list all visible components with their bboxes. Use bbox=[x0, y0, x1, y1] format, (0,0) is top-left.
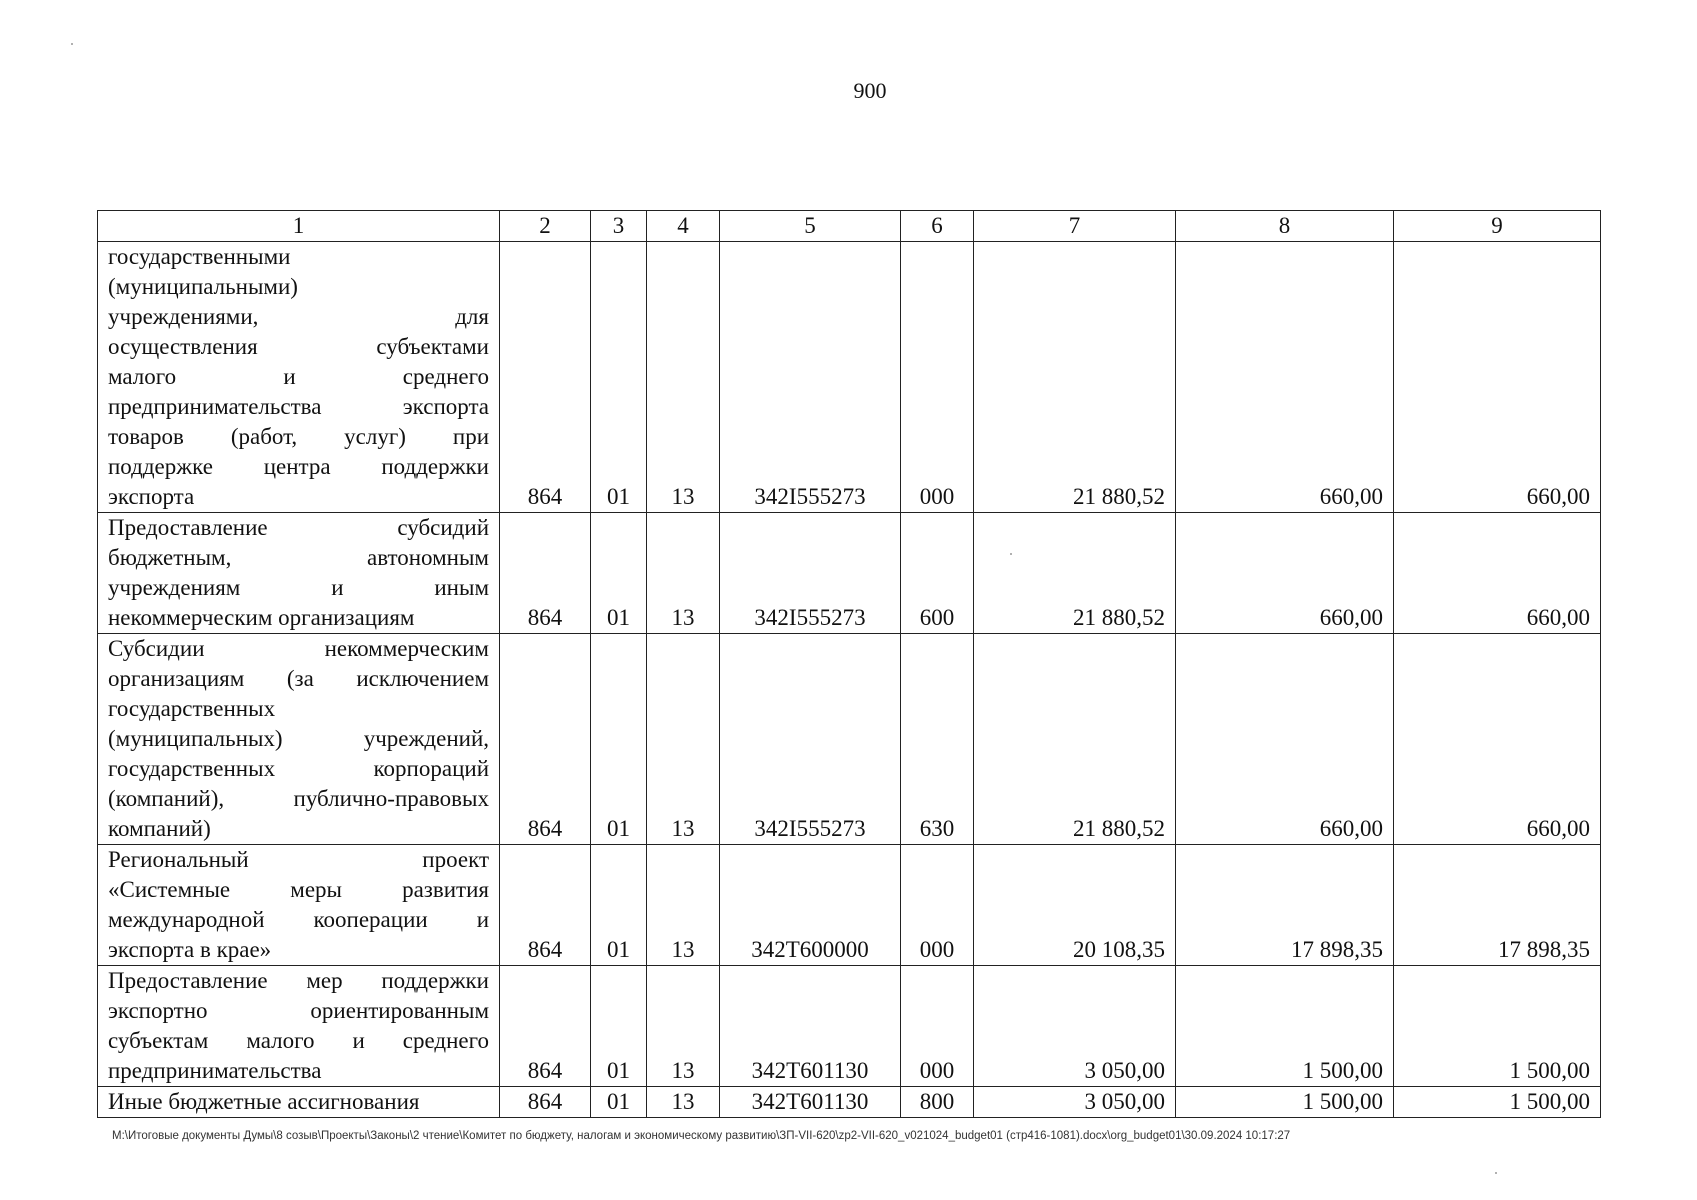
header-row bbox=[98, 211, 1601, 242]
description-line: международной кооперации и bbox=[108, 907, 489, 932]
section-code-cell: 01 bbox=[591, 845, 647, 966]
amount-col8-cell: 17 898,35 bbox=[1176, 845, 1394, 966]
section-code-cell: 01 bbox=[591, 634, 647, 845]
subsection-code-cell: 13 bbox=[647, 513, 720, 634]
col-header: 2 bbox=[500, 211, 591, 242]
table-row bbox=[98, 1087, 1601, 1118]
description-line: (муниципальных) учреждений, bbox=[108, 726, 489, 751]
col-header: 9 bbox=[1394, 211, 1601, 242]
budget-table bbox=[97, 210, 1601, 1118]
description-line: поддержке центра поддержки bbox=[108, 454, 489, 479]
ministry-code-cell: 864 bbox=[500, 845, 591, 966]
expense-type-cell: 000 bbox=[901, 242, 974, 513]
description-line: субъектам малого и среднего bbox=[108, 1028, 489, 1053]
description-line: предпринимательства экспорта bbox=[108, 394, 489, 419]
amount-col9-cell: 17 898,35 bbox=[1394, 845, 1601, 966]
description-line: Предоставление субсидий bbox=[108, 515, 489, 540]
ministry-code-cell: 864 bbox=[500, 242, 591, 513]
expense-type-cell: 630 bbox=[901, 634, 974, 845]
scan-speck bbox=[1495, 1172, 1497, 1174]
description-line: организациям (за исключением bbox=[108, 666, 489, 691]
amount-col7-cell: 20 108,35 bbox=[974, 845, 1176, 966]
description-line: экспорта в крае» bbox=[108, 937, 272, 962]
col-header: 1 bbox=[98, 211, 500, 242]
col-header: 5 bbox=[720, 211, 901, 242]
target-article-cell: 342I555273 bbox=[720, 242, 901, 513]
description-line: компаний) bbox=[108, 816, 211, 841]
row-description bbox=[98, 634, 500, 845]
description-line: «Системные меры развития bbox=[108, 877, 489, 902]
amount-col8-cell: 660,00 bbox=[1176, 242, 1394, 513]
description-line: государственных корпораций bbox=[108, 756, 489, 781]
amount-col7-cell: 3 050,00 bbox=[974, 966, 1176, 1087]
subsection-code-cell: 13 bbox=[647, 845, 720, 966]
table-row bbox=[98, 513, 1601, 634]
ministry-code-cell: 864 bbox=[500, 966, 591, 1087]
target-article-cell: 342T600000 bbox=[720, 845, 901, 966]
description-line: малого и среднего bbox=[108, 364, 489, 389]
description-line: (муниципальными) bbox=[108, 274, 298, 299]
description-line: бюджетным, автономным bbox=[108, 545, 489, 570]
description-line: предпринимательства bbox=[108, 1058, 322, 1083]
target-article-cell: 342I555273 bbox=[720, 513, 901, 634]
ministry-code-cell: 864 bbox=[500, 513, 591, 634]
amount-col8-cell: 1 500,00 bbox=[1176, 1087, 1394, 1118]
subsection-code-cell: 13 bbox=[647, 634, 720, 845]
ministry-code-cell: 864 bbox=[500, 634, 591, 845]
section-code-cell: 01 bbox=[591, 513, 647, 634]
amount-col7-cell: 21 880,52 bbox=[974, 513, 1176, 634]
description-line: некоммерческим организациям bbox=[108, 605, 415, 630]
amount-col8-cell: 1 500,00 bbox=[1176, 966, 1394, 1087]
row-description bbox=[98, 845, 500, 966]
amount-col9-cell: 660,00 bbox=[1394, 242, 1601, 513]
expense-type-cell: 000 bbox=[901, 845, 974, 966]
col-header: 7 bbox=[974, 211, 1176, 242]
description-line: Предоставление мер поддержки bbox=[108, 968, 489, 993]
description-line: осуществления субъектами bbox=[108, 334, 489, 359]
expense-type-cell: 800 bbox=[901, 1087, 974, 1118]
description-line: Региональный проект bbox=[108, 847, 489, 872]
section-code-cell: 01 bbox=[591, 966, 647, 1087]
amount-col9-cell: 1 500,00 bbox=[1394, 966, 1601, 1087]
scan-speck bbox=[1010, 553, 1012, 555]
description-line: экспортно ориентированным bbox=[108, 998, 489, 1023]
target-article-cell: 342T601130 bbox=[720, 1087, 901, 1118]
target-article-cell: 342T601130 bbox=[720, 966, 901, 1087]
section-code-cell: 01 bbox=[591, 1087, 647, 1118]
subsection-code-cell: 13 bbox=[647, 1087, 720, 1118]
section-code-cell: 01 bbox=[591, 242, 647, 513]
row-description bbox=[98, 1087, 500, 1118]
table-row bbox=[98, 634, 1601, 845]
table-row bbox=[98, 242, 1601, 513]
col-header: 3 bbox=[591, 211, 647, 242]
amount-col7-cell: 21 880,52 bbox=[974, 634, 1176, 845]
description-line: государственных bbox=[108, 696, 276, 721]
amount-col9-cell: 1 500,00 bbox=[1394, 1087, 1601, 1118]
subsection-code-cell: 13 bbox=[647, 242, 720, 513]
document-path-footer: M:\Итоговые документы Думы\8 созыв\Проекты\Законы\2 чтение\Комитет по бюджету, налогам и экономическому развитию\ЗП-VII-620\zp2-VII-620_v021024_budget01 (стр416-1081).docx\org_budget01\30.09.2024 10:17:27 bbox=[112, 1130, 1291, 1142]
expense-type-cell: 600 bbox=[901, 513, 974, 634]
col-header: 8 bbox=[1176, 211, 1394, 242]
description-line: учреждениями, для bbox=[108, 304, 489, 329]
amount-col9-cell: 660,00 bbox=[1394, 634, 1601, 845]
description-line: (компаний), публично-правовых bbox=[108, 786, 489, 811]
description-line: государственными bbox=[108, 244, 291, 269]
table-row bbox=[98, 966, 1601, 1087]
row-description bbox=[98, 513, 500, 634]
table-row bbox=[98, 845, 1601, 966]
row-description bbox=[98, 242, 500, 513]
description-line: экспорта bbox=[108, 484, 195, 509]
description-line: учреждениям и иным bbox=[108, 575, 489, 600]
description-line: Субсидии некоммерческим bbox=[108, 636, 489, 661]
col-header: 4 bbox=[647, 211, 720, 242]
amount-col8-cell: 660,00 bbox=[1176, 634, 1394, 845]
row-description bbox=[98, 966, 500, 1087]
amount-col9-cell: 660,00 bbox=[1394, 513, 1601, 634]
page-number: 900 bbox=[853, 78, 887, 103]
scan-speck bbox=[71, 43, 73, 45]
subsection-code-cell: 13 bbox=[647, 966, 720, 1087]
expense-type-cell: 000 bbox=[901, 966, 974, 1087]
amount-col7-cell: 21 880,52 bbox=[974, 242, 1176, 513]
description-line: товаров (работ, услуг) при bbox=[108, 424, 489, 449]
ministry-code-cell: 864 bbox=[500, 1087, 591, 1118]
target-article-cell: 342I555273 bbox=[720, 634, 901, 845]
description-line: Иные бюджетные ассигнования bbox=[108, 1089, 420, 1114]
col-header: 6 bbox=[901, 211, 974, 242]
amount-col8-cell: 660,00 bbox=[1176, 513, 1394, 634]
amount-col7-cell: 3 050,00 bbox=[974, 1087, 1176, 1118]
